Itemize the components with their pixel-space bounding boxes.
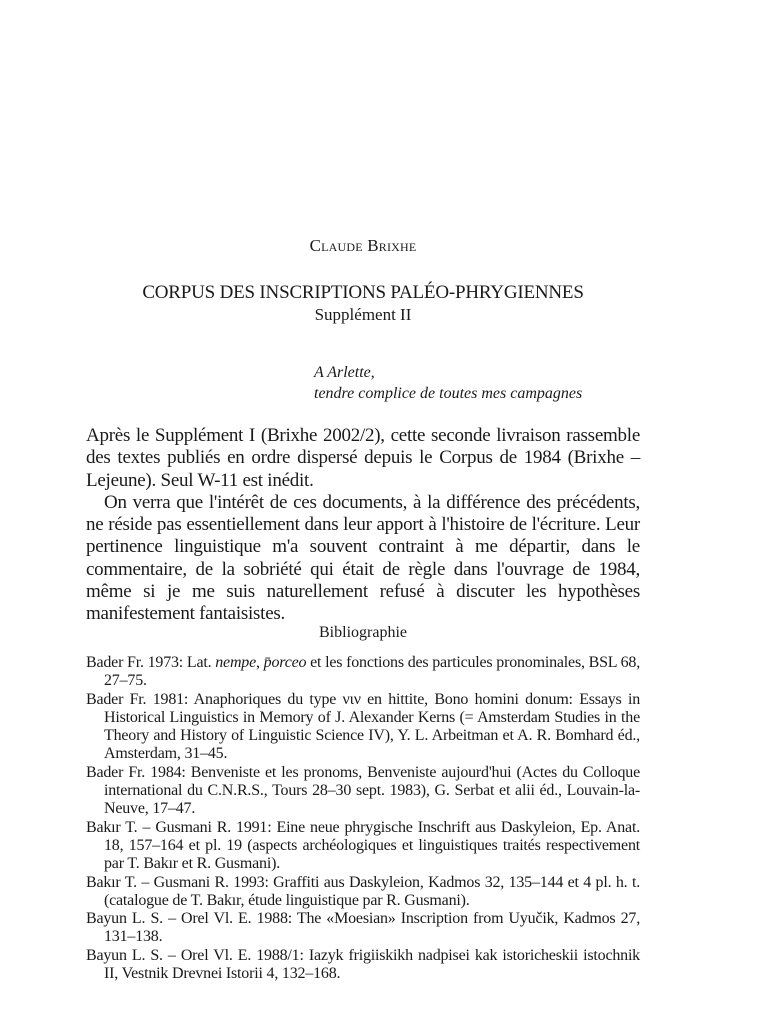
bibliography-entry [86, 654, 640, 691]
bib-entry-1-term-nempe: nempe [215, 654, 257, 671]
article-title: CORPUS DES INSCRIPTIONS PALÉO-PHRYGIENNES [142, 282, 584, 303]
bibliography-entry: Bayun L. S. – Orel Vl. E. 1988/1: Iazyk frigiiskikh nadpisei kak istoricheskii istochnik II, Vestnik Drevnei Istorii 4, 132–168. [86, 946, 640, 983]
dedication [314, 362, 644, 404]
bib-entry-1-sep: , [256, 654, 264, 671]
author-name: Claude Brixhe [309, 236, 417, 255]
bib-entry-1-term-porceo: p̄orceo [263, 654, 307, 671]
bibliography-list [86, 654, 640, 983]
intro-paragraph-1: Après le Supplément I (Brixhe 2002/2), cette seconde livraison rassemble des textes publiés en ordre dispersé depuis le Corpus de 1984 (Brixhe – Lejeune). Seul W-11 est inédit. [86, 425, 640, 491]
bibliography-entry: Bakır T. – Gusmani R. 1991: Eine neue phrygische Inschrift aus Daskyleion, Ep. Anat. 18, 157–164 et pl. 19 (aspects archéologiques et linguistiques traités respectivement par T. Bakır et R. Gusmani). [86, 818, 640, 873]
bibliography-entry: Bader Fr. 1981: Anaphoriques du type νιν en hittite, Bono homini donum: Essays in Historical Linguistics in Memory of J. Alexander Kerns (= Amsterdam Studies in the Theory and History of Linguistic Science IV), Y. L. Arbeitman et A. R. Bomhard éd., Amsterdam, 31–45. [86, 690, 640, 763]
bib-entry-1-pre: Bader Fr. 1973: Lat. [86, 654, 216, 671]
document-page [86, 0, 640, 1024]
bibliography-entry: Bader Fr. 1984: Benveniste et les pronoms, Benveniste aujourd'hui (Actes du Colloque international du C.N.R.S., Tours 28–30 sept. 1983), G. Serbat et alii éd., Louvain-la-Neuve, 17–47. [86, 763, 640, 818]
bib-entry-1-post: et les fonctions des particules pronominales, BSL 68, 27–75. [104, 654, 640, 690]
bibliography-entry: Bakır T. – Gusmani R. 1993: Graffiti aus Daskyleion, Kadmos 32, 135–144 et 4 pl. h. t. (catalogue de T. Bakır, étude linguistique par R. Gusmani). [86, 873, 640, 909]
dedication-line-2: tendre complice de toutes mes campagnes [314, 385, 583, 402]
bibliography-heading: Bibliographie [319, 624, 407, 641]
intro-paragraph-2: On verra que l'intérêt de ces documents, à la différence des précédents, ne réside pas essentiellement dans leur apport à l'histoire de l'écriture. Leur pertinence linguistique m'a souvent contraint à me départir, dans le commentaire, de la sobriété qui était de règle dans l'ouvrage de 1984, même si je me suis naturellement refusé à discuter les hypothèses manifestement fantaisistes. [86, 491, 640, 625]
bibliography-entry: Bayun L. S. – Orel Vl. E. 1988: The «Moesian» Inscription from Uyučik, Kadmos 27, 131–138. [86, 910, 640, 946]
dedication-line-1: A Arlette, [314, 364, 375, 381]
article-subtitle: Supplément II [314, 305, 412, 324]
intro-text [86, 425, 640, 626]
